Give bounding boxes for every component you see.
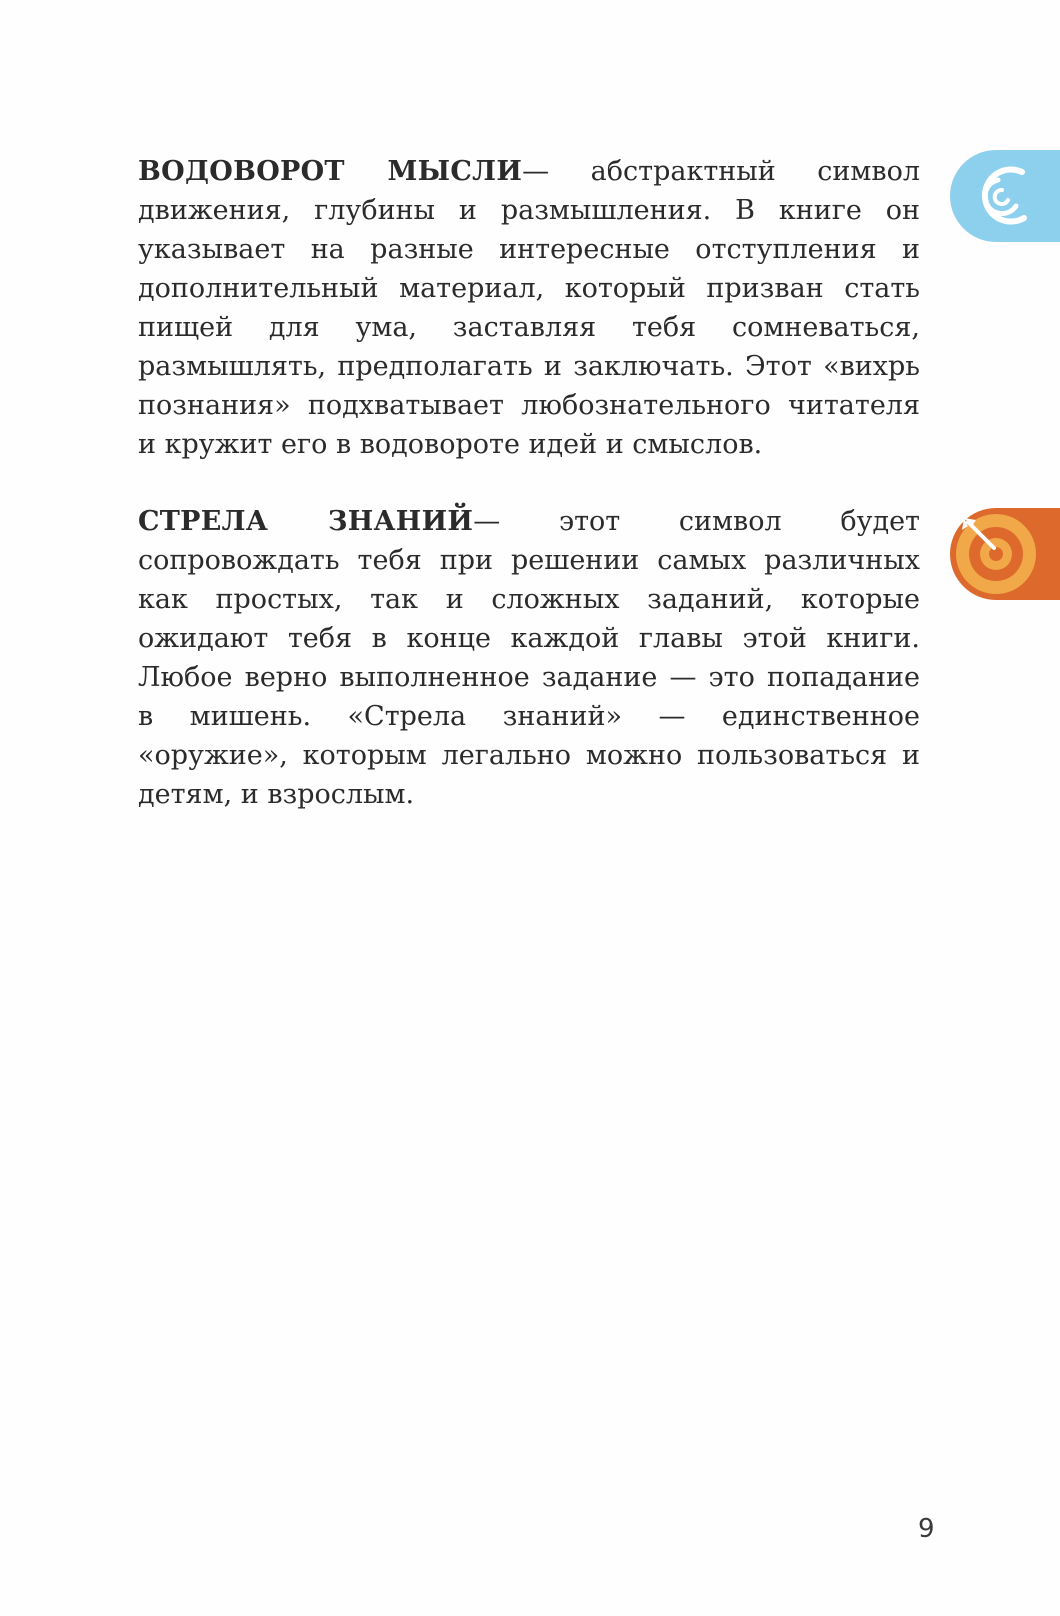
arrow-text: этот символ будет сопровождать тебя при решении самых различных как простых, так и сложных заданий, которые ожидают тебя в конце каждой главы этой книги. Любое верно выполненное задание — это попадание в мишень. «Стрела знаний» — единственное «оружие», которым легально можно пользоваться и детям, и взрослым. [138,506,920,810]
arrow-description [138,502,920,814]
whirlpool-tab [950,150,1060,242]
term-dash: — [522,156,591,187]
whirlpool-text: абстрактный символ движения, глубины и размышления. В книге он указывает на разные интересные отступления и дополнительный материал, который призван стать пищей для ума, заставляя тебя сомневаться, размышлять, предполагать и заключать. Этот «вихрь познания» подхватывает любознательного читателя и кружит его в водовороте идей и смыслов. [138,156,920,460]
whirlpool-term: ВОДОВОРОТ МЫСЛИ [138,156,523,187]
term-dash: — [473,506,559,537]
target-tab [950,508,1060,600]
target-arrow-icon [950,508,1060,600]
page-number: 9 [918,1514,935,1544]
whirlpool-description [138,152,920,464]
arrow-term: СТРЕЛА ЗНАНИЙ [138,506,474,537]
whirlpool-icon [950,150,1060,242]
